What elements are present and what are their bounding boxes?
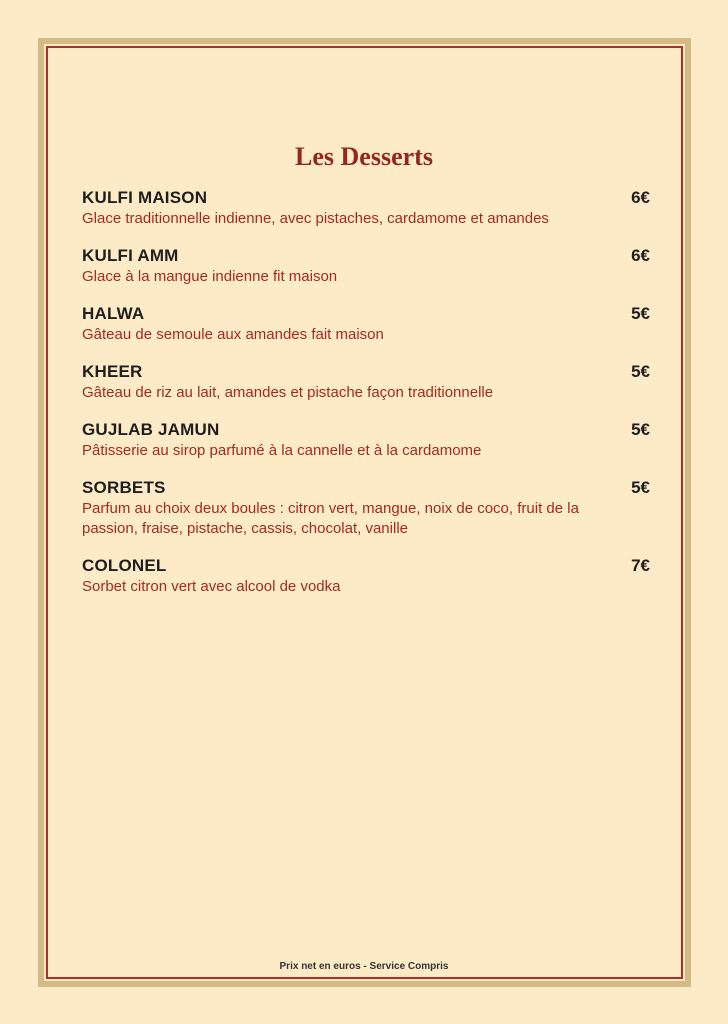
menu-item-price: 6€ <box>631 246 650 265</box>
menu-item-kulfi-amm <box>82 245 652 287</box>
menu-item-name: HALWA <box>82 304 145 323</box>
menu-item-kulfi-maison <box>82 187 652 229</box>
dessert-menu-list <box>82 187 652 613</box>
menu-item-price: 6€ <box>631 188 650 207</box>
menu-item-description: Sorbet citron vert avec alcool de vodka <box>82 578 341 595</box>
price-footnote: Prix net en euros - Service Compris <box>279 961 449 972</box>
menu-item-name: COLONEL <box>82 556 167 575</box>
menu-item-sorbets <box>82 477 652 539</box>
menu-item-halwa <box>82 303 652 345</box>
menu-item-price: 5€ <box>631 362 650 381</box>
menu-item-colonel <box>82 555 652 597</box>
menu-item-name: KHEER <box>82 362 143 381</box>
menu-item-gujlab-jamun <box>82 419 652 461</box>
menu-item-description: Gâteau de riz au lait, amandes et pistache façon traditionnelle <box>82 384 494 401</box>
menu-item-description: Glace traditionnelle indienne, avec pistaches, cardamome et amandes <box>82 210 549 227</box>
menu-item-description: Gâteau de semoule aux amandes fait maison <box>82 326 384 343</box>
menu-item-price: 5€ <box>631 478 650 497</box>
menu-item-name: KULFI MAISON <box>82 188 208 207</box>
menu-item-name: KULFI AMM <box>82 246 179 265</box>
menu-item-description: Glace à la mangue indienne fit maison <box>82 268 338 285</box>
menu-item-description: Pâtisserie au sirop parfumé à la cannelle et à la cardamome <box>82 442 482 459</box>
menu-item-kheer <box>82 361 652 403</box>
menu-item-description: Parfum au choix deux boules : citron vert, mangue, noix de coco, fruit de la passion, fraise, pistache, cassis, chocolat, vanille <box>82 500 579 537</box>
menu-item-price: 7€ <box>631 556 650 575</box>
menu-item-price: 5€ <box>631 304 650 323</box>
menu-item-price: 5€ <box>631 420 650 439</box>
menu-item-name: GUJLAB JAMUN <box>82 420 220 439</box>
page-title: Les Desserts <box>295 142 433 171</box>
menu-item-name: SORBETS <box>82 478 166 497</box>
